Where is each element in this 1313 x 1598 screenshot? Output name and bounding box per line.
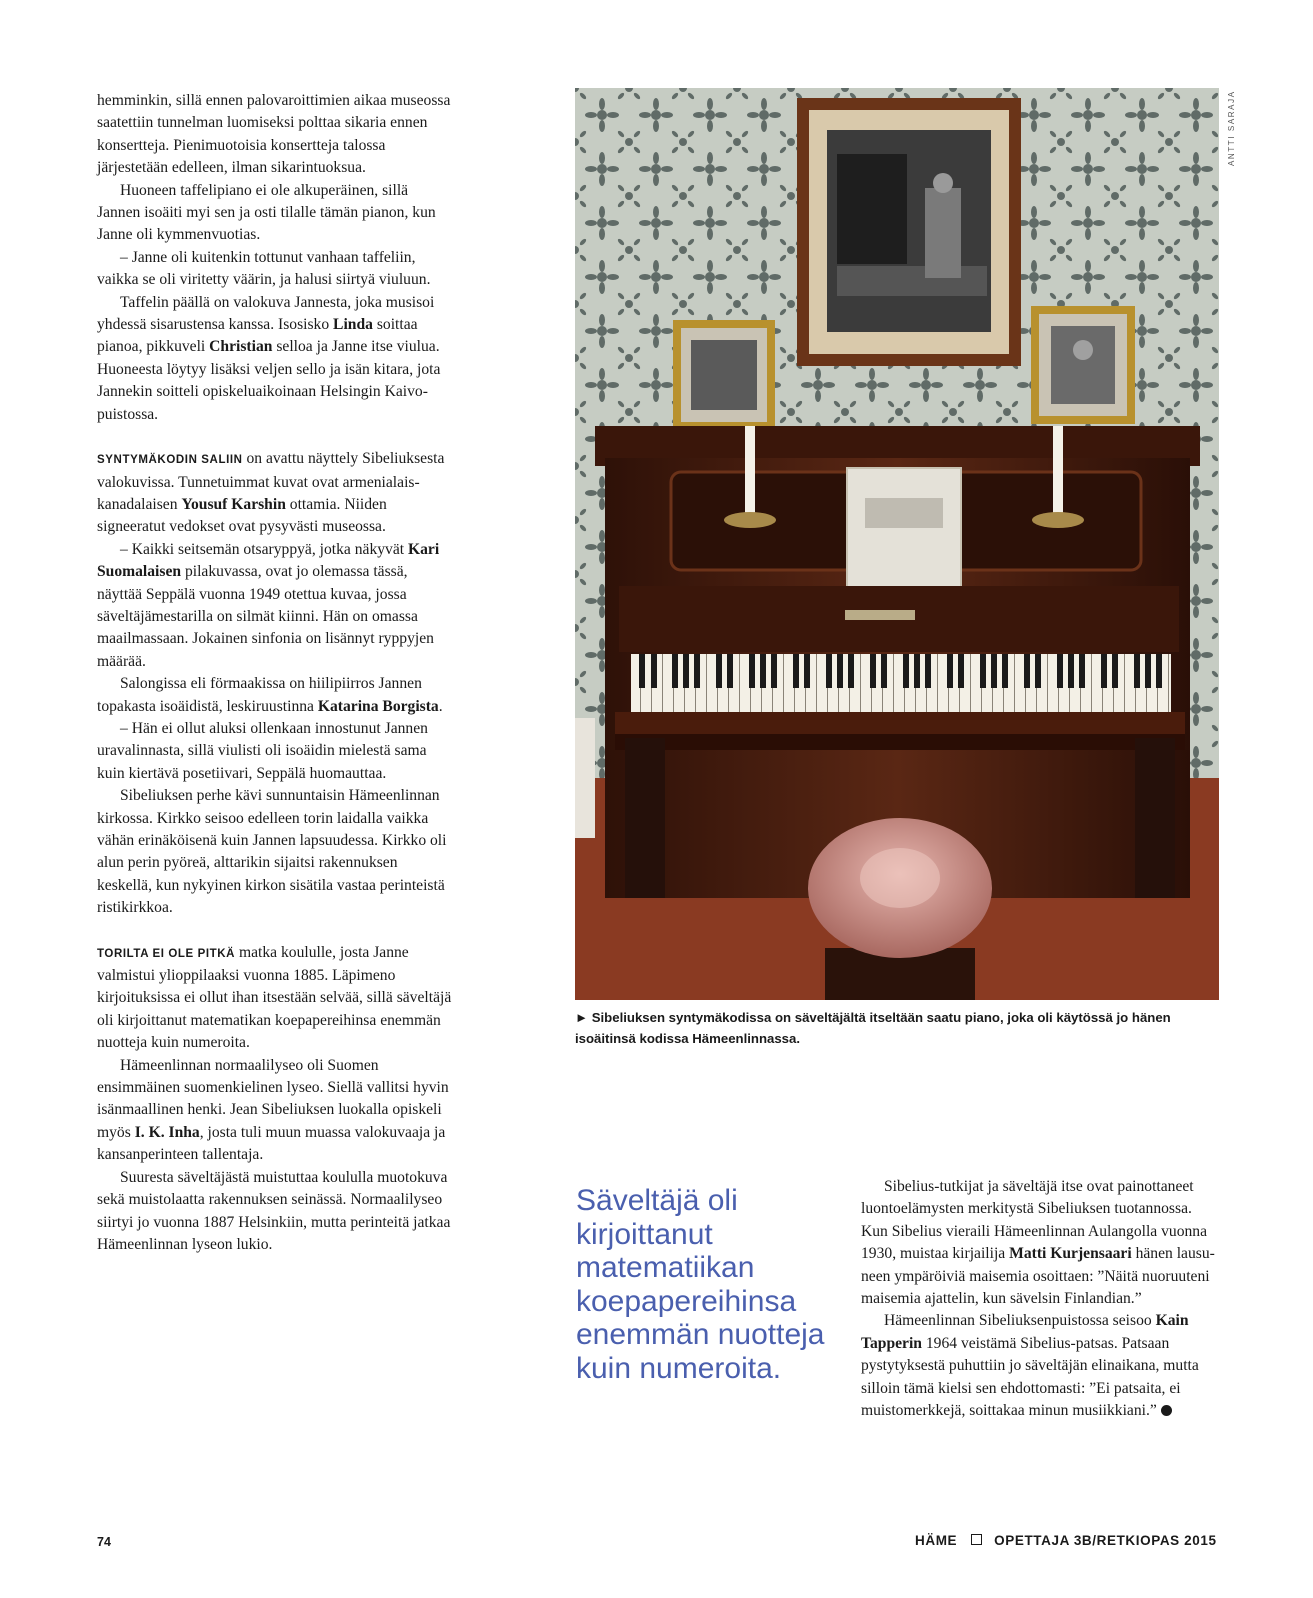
square-separator-icon xyxy=(971,1534,982,1545)
paragraph: Huoneen taffelipiano ei ole alkuperäinen, sillä Jannen isoäiti myi sen ja osti tilalle tämän pianon, kun Janne oli kymmenvuotias. xyxy=(97,181,436,244)
photo-credit: ANTTI SARAJA xyxy=(1227,90,1236,166)
page-number: 74 xyxy=(97,1535,111,1549)
photo-caption: ► Sibeliuksen syntymäkodissa on säveltäjältä itseltään saatu piano, joka oli käytössä jo hänen isoäitinsä kodissa Hämeenlinnassa. xyxy=(575,1010,1171,1046)
paragraph: Hämeenlinnan Sibeliuksenpuistossa seisoo Kain Tapperin 1964 veistämä Sibelius-patsas. Patsaan pystytyksestä puhuttiin jo säveltäjän elinaikana, mutta silloin tämä kielsi sen ehdottomasti: ”Ei patsaita, ei muistomerkkejä, soittakaa minun musiikkiani.” xyxy=(861,1312,1199,1420)
section-lead: SYNTYMÄKODIN SALIIN xyxy=(97,454,243,467)
person-name: Christian xyxy=(209,338,273,356)
paragraph: Suuresta säveltäjästä muistuttaa koululla muotokuva sekä muistolaatta rakennuksen seinässä. Normaalilyseo siirtyi jo vuonna 1887 Helsinkiin, mutta perinteitä jatkaa Hämeenlinnan lyseon lukio. xyxy=(97,1168,451,1253)
paragraph: – Janne oli kuitenkin tottunut vanhaan taffeliin, vaikka se oli viritetty väärin, ja halusi siirtyä viuluun. xyxy=(97,248,431,289)
section-lead: TORILTA EI OLE PITKÄ xyxy=(97,947,236,960)
section-paragraph: TORILTA EI OLE PITKÄ matka koululle, josta Janne valmistui ylioppilaaksi vuonna 1885. Läpimeno kirjoituksissa ei ollut ihan itsestään selvää, sillä säveltäjä oli kirjoittanut matematikan koepapereihinsa enemmän nuotteja kuin numeroita. xyxy=(97,943,452,1052)
piano-photo xyxy=(575,88,1219,1000)
paragraph: Hämeenlinnan normaalilyseo oli Suomen ensimmäinen suomenkielinen lyseo. Siellä vallitsi hyvin isänmaallinen henki. Jean Sibeliuksen luokalla opiskeli myös I. K. Inha, josta tuli muun muassa valokuvaaja ja kansanperinteen tallentaja. xyxy=(97,1056,449,1164)
end-mark-icon xyxy=(1161,1405,1172,1416)
person-name: Yousuf Karshin xyxy=(181,495,286,513)
person-name: I. K. Inha xyxy=(134,1123,200,1141)
paragraph: hemminkin, sillä ennen palovaroittimien aikaa museossa saatettiin tunnelman luomiseksi polttaa sikaria ennen konsertteja. Pienimuotoisia konsertteja talossa järjestetään edelleen, ilman sikarintuoksua. xyxy=(97,92,451,177)
left-text-column xyxy=(97,90,453,1256)
running-footer xyxy=(915,1533,1225,1548)
person-name: Kari Suomalaisen xyxy=(97,540,440,581)
paragraph: Taffelin päällä on valokuva Jannesta, joka musisoi yhdessä sisarustensa kanssa. Isosisko Linda soittaa pianoa, pikkuveli Christian selloa ja Janne itse viulua. Huoneesta löytyy lisäksi veljen sello ja isän kitara, jota Jannekin soitteli opiskeluaikoinaan Helsingin Kaivopuistossa. xyxy=(97,293,441,423)
person-name: Kain Tapperin xyxy=(861,1312,1189,1352)
person-name: Matti Kurjensaari xyxy=(1009,1245,1132,1263)
section-paragraph: SYNTYMÄKODIN SALIIN on avattu näyttely Sibeliuksesta valokuvissa. Tunnetuimmat kuvat ovat armenialais-kanadalaisen Yousuf Karshin ottamia. Niiden signeeratut vedokset ovat pysyvästi museossa. xyxy=(97,450,445,536)
paragraph: – Kaikki seitsemän otsaryppyä, jotka näkyvät Kari Suomalaisen pilakuvassa, ovat jo olemassa tässä, näyttää Seppälä vuonna 1949 otettua kuvaa, jossa säveltäjämestarilla on silmät kiinni. Hän on omassa maailmassaan. Jokainen sinfonia on lisännyt ryppyjen määrää. xyxy=(97,540,440,670)
paragraph: Sibeliuksen perhe kävi sunnuntaisin Hämeenlinnan kirkossa. Kirkko seisoo edelleen torin laidalla vaikka vähän erinäköisenä kuin Jannen lapsuudessa. Kirkko oli alun perin pyöreä, alttarikin sijaitsi rakennuksen keskellä, kun nykyinen kirkon sisätila vastaa perinteistä ristikirkkoa. xyxy=(97,787,447,917)
section-name: HÄME xyxy=(915,1533,958,1548)
pull-quote: Säveltäjä oli kirjoittanut matematiikan koepapereihinsa enemmän nuotteja kuin numeroita. xyxy=(576,1184,825,1385)
person-name: Katarina Borgista xyxy=(317,697,439,715)
paragraph: Salongissa eli förmaakissa on hiilipiirros Jannen topakasta isoäidistä, leskiruustinna Katarina Borgista. xyxy=(97,675,443,715)
paragraph: – Hän ei ollut aluksi ollenkaan innostunut Jannen uravalinnasta, sillä viulisti oli isoäidin mielestä sama kuin kiertävä posetiivari, Seppälä huomauttaa. xyxy=(97,719,428,782)
publication-name: OPETTAJA 3B/RETKIOPAS 2015 xyxy=(994,1533,1217,1548)
paragraph: Sibelius-tutkijat ja säveltäjä itse ovat painottaneet luontoelämysten merkitystä Sibeliuksen tuotannossa. Kun Sibelius vieraili Hämeenlinnan Aulangolla vuonna 1930, muistaa kirjailija Matti Kurjensaari hänen lausuneen ympäröiviä maisemia osoittaen: ”Näitä nuoruuteni maisemia ajattelin, kun sävelsin Finlandian.” xyxy=(861,1178,1215,1308)
person-name: Linda xyxy=(333,316,373,334)
right-text-column xyxy=(861,1176,1217,1422)
